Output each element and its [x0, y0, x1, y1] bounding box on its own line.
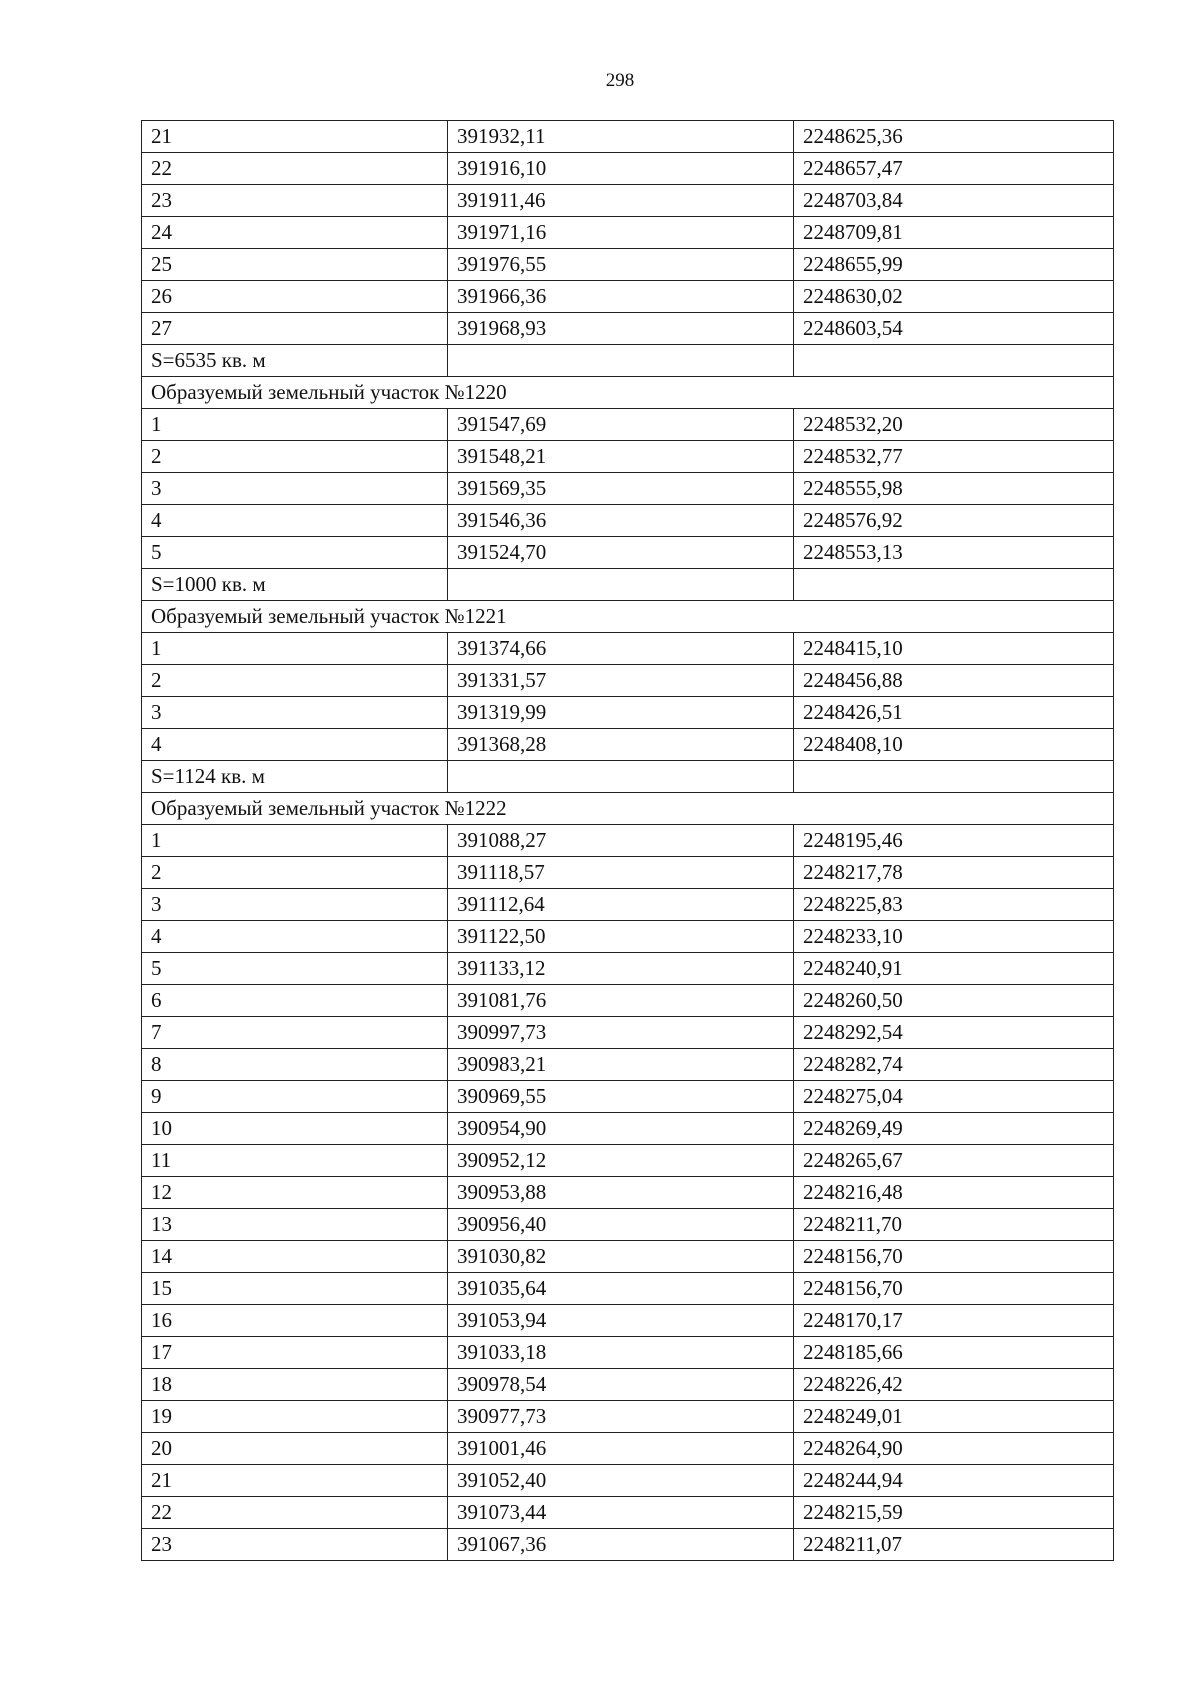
y-coordinate-cell: 2248709,81	[794, 217, 1114, 249]
coordinate-row	[142, 697, 1114, 729]
point-number-cell: 16	[142, 1305, 448, 1337]
coordinate-row	[142, 985, 1114, 1017]
x-coordinate-cell: 391966,36	[448, 281, 794, 313]
y-coordinate-cell: 2248576,92	[794, 505, 1114, 537]
x-coordinate-cell: 390952,12	[448, 1145, 794, 1177]
coordinate-row	[142, 1081, 1114, 1113]
empty-cell	[794, 569, 1114, 601]
point-number-cell: 27	[142, 313, 448, 345]
y-coordinate-cell: 2248408,10	[794, 729, 1114, 761]
y-coordinate-cell: 2248216,48	[794, 1177, 1114, 1209]
x-coordinate-cell: 391368,28	[448, 729, 794, 761]
coordinate-row	[142, 825, 1114, 857]
y-coordinate-cell: 2248211,70	[794, 1209, 1114, 1241]
x-coordinate-cell: 391118,57	[448, 857, 794, 889]
y-coordinate-cell: 2248156,70	[794, 1273, 1114, 1305]
x-coordinate-cell: 391053,94	[448, 1305, 794, 1337]
x-coordinate-cell: 391112,64	[448, 889, 794, 921]
point-number-cell: 18	[142, 1369, 448, 1401]
y-coordinate-cell: 2248630,02	[794, 281, 1114, 313]
y-coordinate-cell: 2248217,78	[794, 857, 1114, 889]
coordinates-table-container	[141, 120, 1113, 1561]
coordinate-row	[142, 153, 1114, 185]
coordinates-table-body	[142, 121, 1114, 1561]
y-coordinate-cell: 2248282,74	[794, 1049, 1114, 1081]
coordinate-row	[142, 1305, 1114, 1337]
y-coordinate-cell: 2248240,91	[794, 953, 1114, 985]
y-coordinate-cell: 2248233,10	[794, 921, 1114, 953]
coordinate-row	[142, 1113, 1114, 1145]
y-coordinate-cell: 2248244,94	[794, 1465, 1114, 1497]
area-cell: S=1000 кв. м	[142, 569, 448, 601]
x-coordinate-cell: 390997,73	[448, 1017, 794, 1049]
point-number-cell: 12	[142, 1177, 448, 1209]
point-number-cell: 19	[142, 1401, 448, 1433]
x-coordinate-cell: 391932,11	[448, 121, 794, 153]
point-number-cell: 2	[142, 857, 448, 889]
y-coordinate-cell: 2248249,01	[794, 1401, 1114, 1433]
x-coordinate-cell: 391133,12	[448, 953, 794, 985]
x-coordinate-cell: 390956,40	[448, 1209, 794, 1241]
point-number-cell: 14	[142, 1241, 448, 1273]
coordinate-row	[142, 121, 1114, 153]
y-coordinate-cell: 2248292,54	[794, 1017, 1114, 1049]
point-number-cell: 25	[142, 249, 448, 281]
y-coordinate-cell: 2248657,47	[794, 153, 1114, 185]
coordinate-row	[142, 857, 1114, 889]
x-coordinate-cell: 390969,55	[448, 1081, 794, 1113]
y-coordinate-cell: 2248456,88	[794, 665, 1114, 697]
y-coordinate-cell: 2248265,67	[794, 1145, 1114, 1177]
parcel-header-cell: Образуемый земельный участок №1220	[142, 377, 1114, 409]
area-row	[142, 345, 1114, 377]
area-cell: S=6535 кв. м	[142, 345, 448, 377]
coordinate-row	[142, 633, 1114, 665]
coordinate-row	[142, 729, 1114, 761]
x-coordinate-cell: 391547,69	[448, 409, 794, 441]
point-number-cell: 11	[142, 1145, 448, 1177]
y-coordinate-cell: 2248553,13	[794, 537, 1114, 569]
point-number-cell: 3	[142, 697, 448, 729]
y-coordinate-cell: 2248269,49	[794, 1113, 1114, 1145]
coordinate-row	[142, 281, 1114, 313]
y-coordinate-cell: 2248555,98	[794, 473, 1114, 505]
parcel-header-row	[142, 377, 1114, 409]
point-number-cell: 1	[142, 409, 448, 441]
x-coordinate-cell: 391088,27	[448, 825, 794, 857]
coordinate-row	[142, 953, 1114, 985]
point-number-cell: 13	[142, 1209, 448, 1241]
y-coordinate-cell: 2248703,84	[794, 185, 1114, 217]
point-number-cell: 21	[142, 121, 448, 153]
empty-cell	[448, 569, 794, 601]
x-coordinate-cell: 391548,21	[448, 441, 794, 473]
point-number-cell: 2	[142, 441, 448, 473]
coordinate-row	[142, 1401, 1114, 1433]
coordinate-row	[142, 1529, 1114, 1561]
point-number-cell: 8	[142, 1049, 448, 1081]
point-number-cell: 23	[142, 1529, 448, 1561]
coordinate-row	[142, 889, 1114, 921]
coordinate-row	[142, 505, 1114, 537]
coordinate-row	[142, 537, 1114, 569]
x-coordinate-cell: 391968,93	[448, 313, 794, 345]
x-coordinate-cell: 390954,90	[448, 1113, 794, 1145]
point-number-cell: 4	[142, 729, 448, 761]
area-row	[142, 569, 1114, 601]
point-number-cell: 5	[142, 537, 448, 569]
y-coordinate-cell: 2248426,51	[794, 697, 1114, 729]
point-number-cell: 20	[142, 1433, 448, 1465]
coordinate-row	[142, 1145, 1114, 1177]
point-number-cell: 10	[142, 1113, 448, 1145]
y-coordinate-cell: 2248156,70	[794, 1241, 1114, 1273]
x-coordinate-cell: 390978,54	[448, 1369, 794, 1401]
point-number-cell: 23	[142, 185, 448, 217]
coordinate-row	[142, 409, 1114, 441]
x-coordinate-cell: 391001,46	[448, 1433, 794, 1465]
coordinate-row	[142, 1433, 1114, 1465]
coordinate-row	[142, 1273, 1114, 1305]
parcel-header-row	[142, 601, 1114, 633]
x-coordinate-cell: 391033,18	[448, 1337, 794, 1369]
coordinate-row	[142, 1497, 1114, 1529]
empty-cell	[794, 761, 1114, 793]
coordinate-row	[142, 313, 1114, 345]
y-coordinate-cell: 2248185,66	[794, 1337, 1114, 1369]
area-row	[142, 761, 1114, 793]
x-coordinate-cell: 391971,16	[448, 217, 794, 249]
coordinate-row	[142, 1209, 1114, 1241]
point-number-cell: 22	[142, 153, 448, 185]
coordinate-row	[142, 665, 1114, 697]
point-number-cell: 7	[142, 1017, 448, 1049]
point-number-cell: 1	[142, 825, 448, 857]
x-coordinate-cell: 391569,35	[448, 473, 794, 505]
parcel-header-cell: Образуемый земельный участок №1222	[142, 793, 1114, 825]
x-coordinate-cell: 391331,57	[448, 665, 794, 697]
point-number-cell: 21	[142, 1465, 448, 1497]
x-coordinate-cell: 391122,50	[448, 921, 794, 953]
point-number-cell: 22	[142, 1497, 448, 1529]
x-coordinate-cell: 391374,66	[448, 633, 794, 665]
y-coordinate-cell: 2248532,77	[794, 441, 1114, 473]
coordinate-row	[142, 1465, 1114, 1497]
point-number-cell: 4	[142, 921, 448, 953]
point-number-cell: 3	[142, 889, 448, 921]
x-coordinate-cell: 391976,55	[448, 249, 794, 281]
parcel-header-row	[142, 793, 1114, 825]
point-number-cell: 6	[142, 985, 448, 1017]
x-coordinate-cell: 391030,82	[448, 1241, 794, 1273]
y-coordinate-cell: 2248275,04	[794, 1081, 1114, 1113]
x-coordinate-cell: 390977,73	[448, 1401, 794, 1433]
point-number-cell: 26	[142, 281, 448, 313]
x-coordinate-cell: 391073,44	[448, 1497, 794, 1529]
coordinate-row	[142, 1337, 1114, 1369]
x-coordinate-cell: 390983,21	[448, 1049, 794, 1081]
x-coordinate-cell: 391067,36	[448, 1529, 794, 1561]
y-coordinate-cell: 2248415,10	[794, 633, 1114, 665]
y-coordinate-cell: 2248211,07	[794, 1529, 1114, 1561]
point-number-cell: 5	[142, 953, 448, 985]
coordinate-row	[142, 473, 1114, 505]
y-coordinate-cell: 2248625,36	[794, 121, 1114, 153]
point-number-cell: 4	[142, 505, 448, 537]
y-coordinate-cell: 2248532,20	[794, 409, 1114, 441]
y-coordinate-cell: 2248225,83	[794, 889, 1114, 921]
point-number-cell: 3	[142, 473, 448, 505]
x-coordinate-cell: 391911,46	[448, 185, 794, 217]
x-coordinate-cell: 390953,88	[448, 1177, 794, 1209]
point-number-cell: 15	[142, 1273, 448, 1305]
y-coordinate-cell: 2248264,90	[794, 1433, 1114, 1465]
y-coordinate-cell: 2248260,50	[794, 985, 1114, 1017]
point-number-cell: 1	[142, 633, 448, 665]
coordinate-row	[142, 249, 1114, 281]
x-coordinate-cell: 391319,99	[448, 697, 794, 729]
y-coordinate-cell: 2248226,42	[794, 1369, 1114, 1401]
y-coordinate-cell: 2248655,99	[794, 249, 1114, 281]
page-number: 298	[605, 70, 635, 91]
empty-cell	[448, 345, 794, 377]
coordinates-table	[141, 120, 1114, 1561]
parcel-header-cell: Образуемый земельный участок №1221	[142, 601, 1114, 633]
coordinate-row	[142, 1049, 1114, 1081]
coordinate-row	[142, 1369, 1114, 1401]
x-coordinate-cell: 391081,76	[448, 985, 794, 1017]
y-coordinate-cell: 2248170,17	[794, 1305, 1114, 1337]
point-number-cell: 9	[142, 1081, 448, 1113]
area-cell: S=1124 кв. м	[142, 761, 448, 793]
coordinate-row	[142, 921, 1114, 953]
empty-cell	[448, 761, 794, 793]
y-coordinate-cell: 2248195,46	[794, 825, 1114, 857]
x-coordinate-cell: 391052,40	[448, 1465, 794, 1497]
coordinate-row	[142, 1177, 1114, 1209]
coordinate-row	[142, 185, 1114, 217]
coordinate-row	[142, 1241, 1114, 1273]
x-coordinate-cell: 391035,64	[448, 1273, 794, 1305]
x-coordinate-cell: 391546,36	[448, 505, 794, 537]
point-number-cell: 17	[142, 1337, 448, 1369]
x-coordinate-cell: 391916,10	[448, 153, 794, 185]
coordinate-row	[142, 1017, 1114, 1049]
y-coordinate-cell: 2248603,54	[794, 313, 1114, 345]
coordinate-row	[142, 217, 1114, 249]
point-number-cell: 24	[142, 217, 448, 249]
coordinate-row	[142, 441, 1114, 473]
y-coordinate-cell: 2248215,59	[794, 1497, 1114, 1529]
empty-cell	[794, 345, 1114, 377]
x-coordinate-cell: 391524,70	[448, 537, 794, 569]
point-number-cell: 2	[142, 665, 448, 697]
